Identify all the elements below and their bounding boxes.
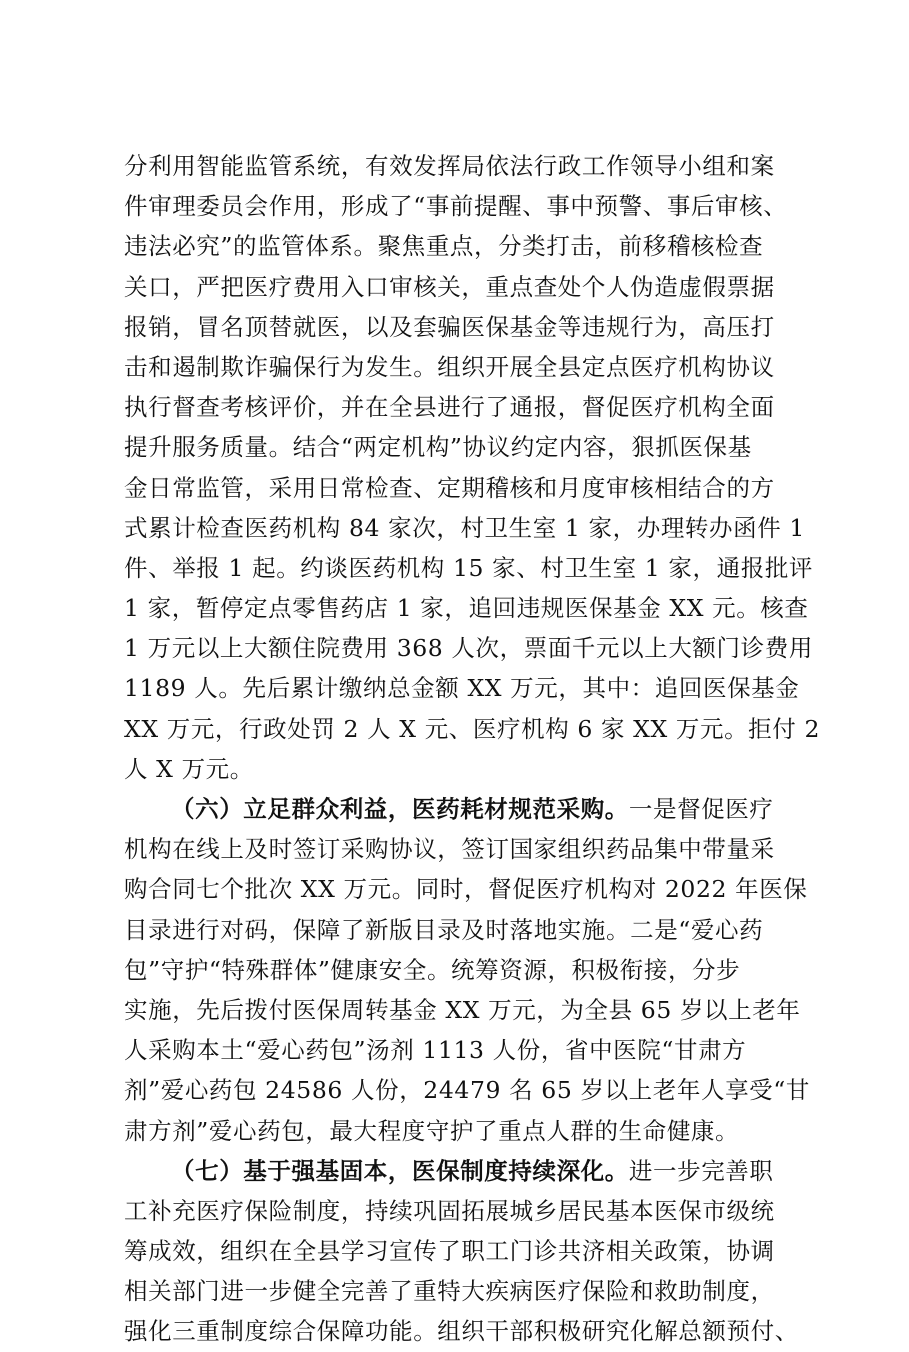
text-line: 筹成效，组织在全县学习宣传了职工门诊共济相关政策，协调: [124, 1237, 775, 1266]
section-heading: （七）基于强基固本，医保制度持续深化。: [171, 1156, 629, 1185]
text-line: 1 万元以上大额住院费用 368 人次，票面千元以上大额门诊费用: [124, 634, 813, 663]
text-line: 强化三重制度综合保障功能。组织干部积极研究化解总额预付、: [124, 1317, 799, 1346]
paragraph-procurement: [124, 789, 810, 1151]
text-line: XX 万元，行政处罚 2 人 X 元、医疗机构 6 家 XX 万元。拒付 2: [124, 714, 821, 743]
text-line: 目录进行对码，保障了新版目录及时落地实施。二是“爱心药: [124, 915, 764, 944]
text-line: 1 家，暂停定点零售药店 1 家，追回违规医保基金 XX 元。核查: [124, 594, 809, 623]
text-line: 购合同七个批次 XX 万元。同时，督促医疗机构对 2022 年医保: [124, 875, 808, 904]
text-line: 金日常监管，采用日常检查、定期稽核和月度审核相结合的方: [124, 473, 775, 502]
text-line: 机构在线上及时签订采购协议，签订国家组织药品集中带量采: [124, 835, 775, 864]
text-line: 件审理委员会作用，形成了“事前提醒、事中预警、事后审核、: [124, 192, 788, 221]
text-line: 人采购本土“爱心药包”汤剂 1113 人份，省中医院“甘肃方: [124, 1036, 747, 1065]
paragraph-insurance-system: [124, 1151, 804, 1352]
text-line: 关口，严把医疗费用入口审核关，重点查处个人伪造虚假票据: [124, 272, 775, 301]
text-line: 相关部门进一步健全完善了重特大疾病医疗保险和救助制度，: [124, 1277, 775, 1306]
text-line: 执行督查考核评价，并在全县进行了通报，督促医疗机构全面: [124, 393, 775, 422]
text-line: 1189 人。先后累计缴纳总金额 XX 万元，其中：追回医保基金: [124, 674, 800, 703]
text-line: 包”守护“特殊群体”健康安全。统筹资源，积极衔接，分步: [124, 955, 741, 984]
text-line: 肃方剂”爱心药包，最大程度守护了重点人群的生命健康。: [124, 1116, 740, 1145]
text-line: 击和遏制欺诈骗保行为发生。组织开展全县定点医疗机构协议: [124, 352, 775, 381]
text-line: 违法必究”的监管体系。聚焦重点，分类打击，前移稽核检查: [124, 232, 764, 261]
paragraph-supervision: [124, 146, 821, 789]
text-line: 式累计检查医药机构 84 家次，村卫生室 1 家，办理转办函件 1: [124, 513, 805, 542]
section-first-line: [124, 789, 804, 829]
body-text: [124, 146, 821, 1352]
section-lead-text: 进一步完善职: [628, 1156, 774, 1185]
text-line: 分利用智能监管系统，有效发挥局依法行政工作领导小组和案: [124, 152, 775, 180]
text-line: 实施，先后拨付医保周转基金 XX 万元，为全县 65 岁以上老年: [124, 995, 801, 1024]
section-lead-text: 一是督促医疗: [628, 795, 774, 823]
text-line: 报销，冒名顶替就医，以及套骗医保基金等违规行为，高压打: [124, 312, 775, 341]
text-line: 剂”爱心药包 24586 人份，24479 名 65 岁以上老年人享受“甘: [124, 1076, 810, 1105]
section-heading: （六）立足群众利益，医药耗材规范采购。: [171, 795, 629, 823]
text-line: 工补充医疗保险制度，持续巩固拓展城乡居民基本医保市级统: [124, 1196, 775, 1225]
text-line: 提升服务质量。结合“两定机构”协议约定内容，狠抓医保基: [124, 433, 752, 462]
section-first-line: [124, 1151, 804, 1191]
text-line: 人 X 万元。: [124, 754, 254, 783]
text-line: 件、举报 1 起。约谈医药机构 15 家、村卫生室 1 家，通报批评: [124, 553, 814, 582]
